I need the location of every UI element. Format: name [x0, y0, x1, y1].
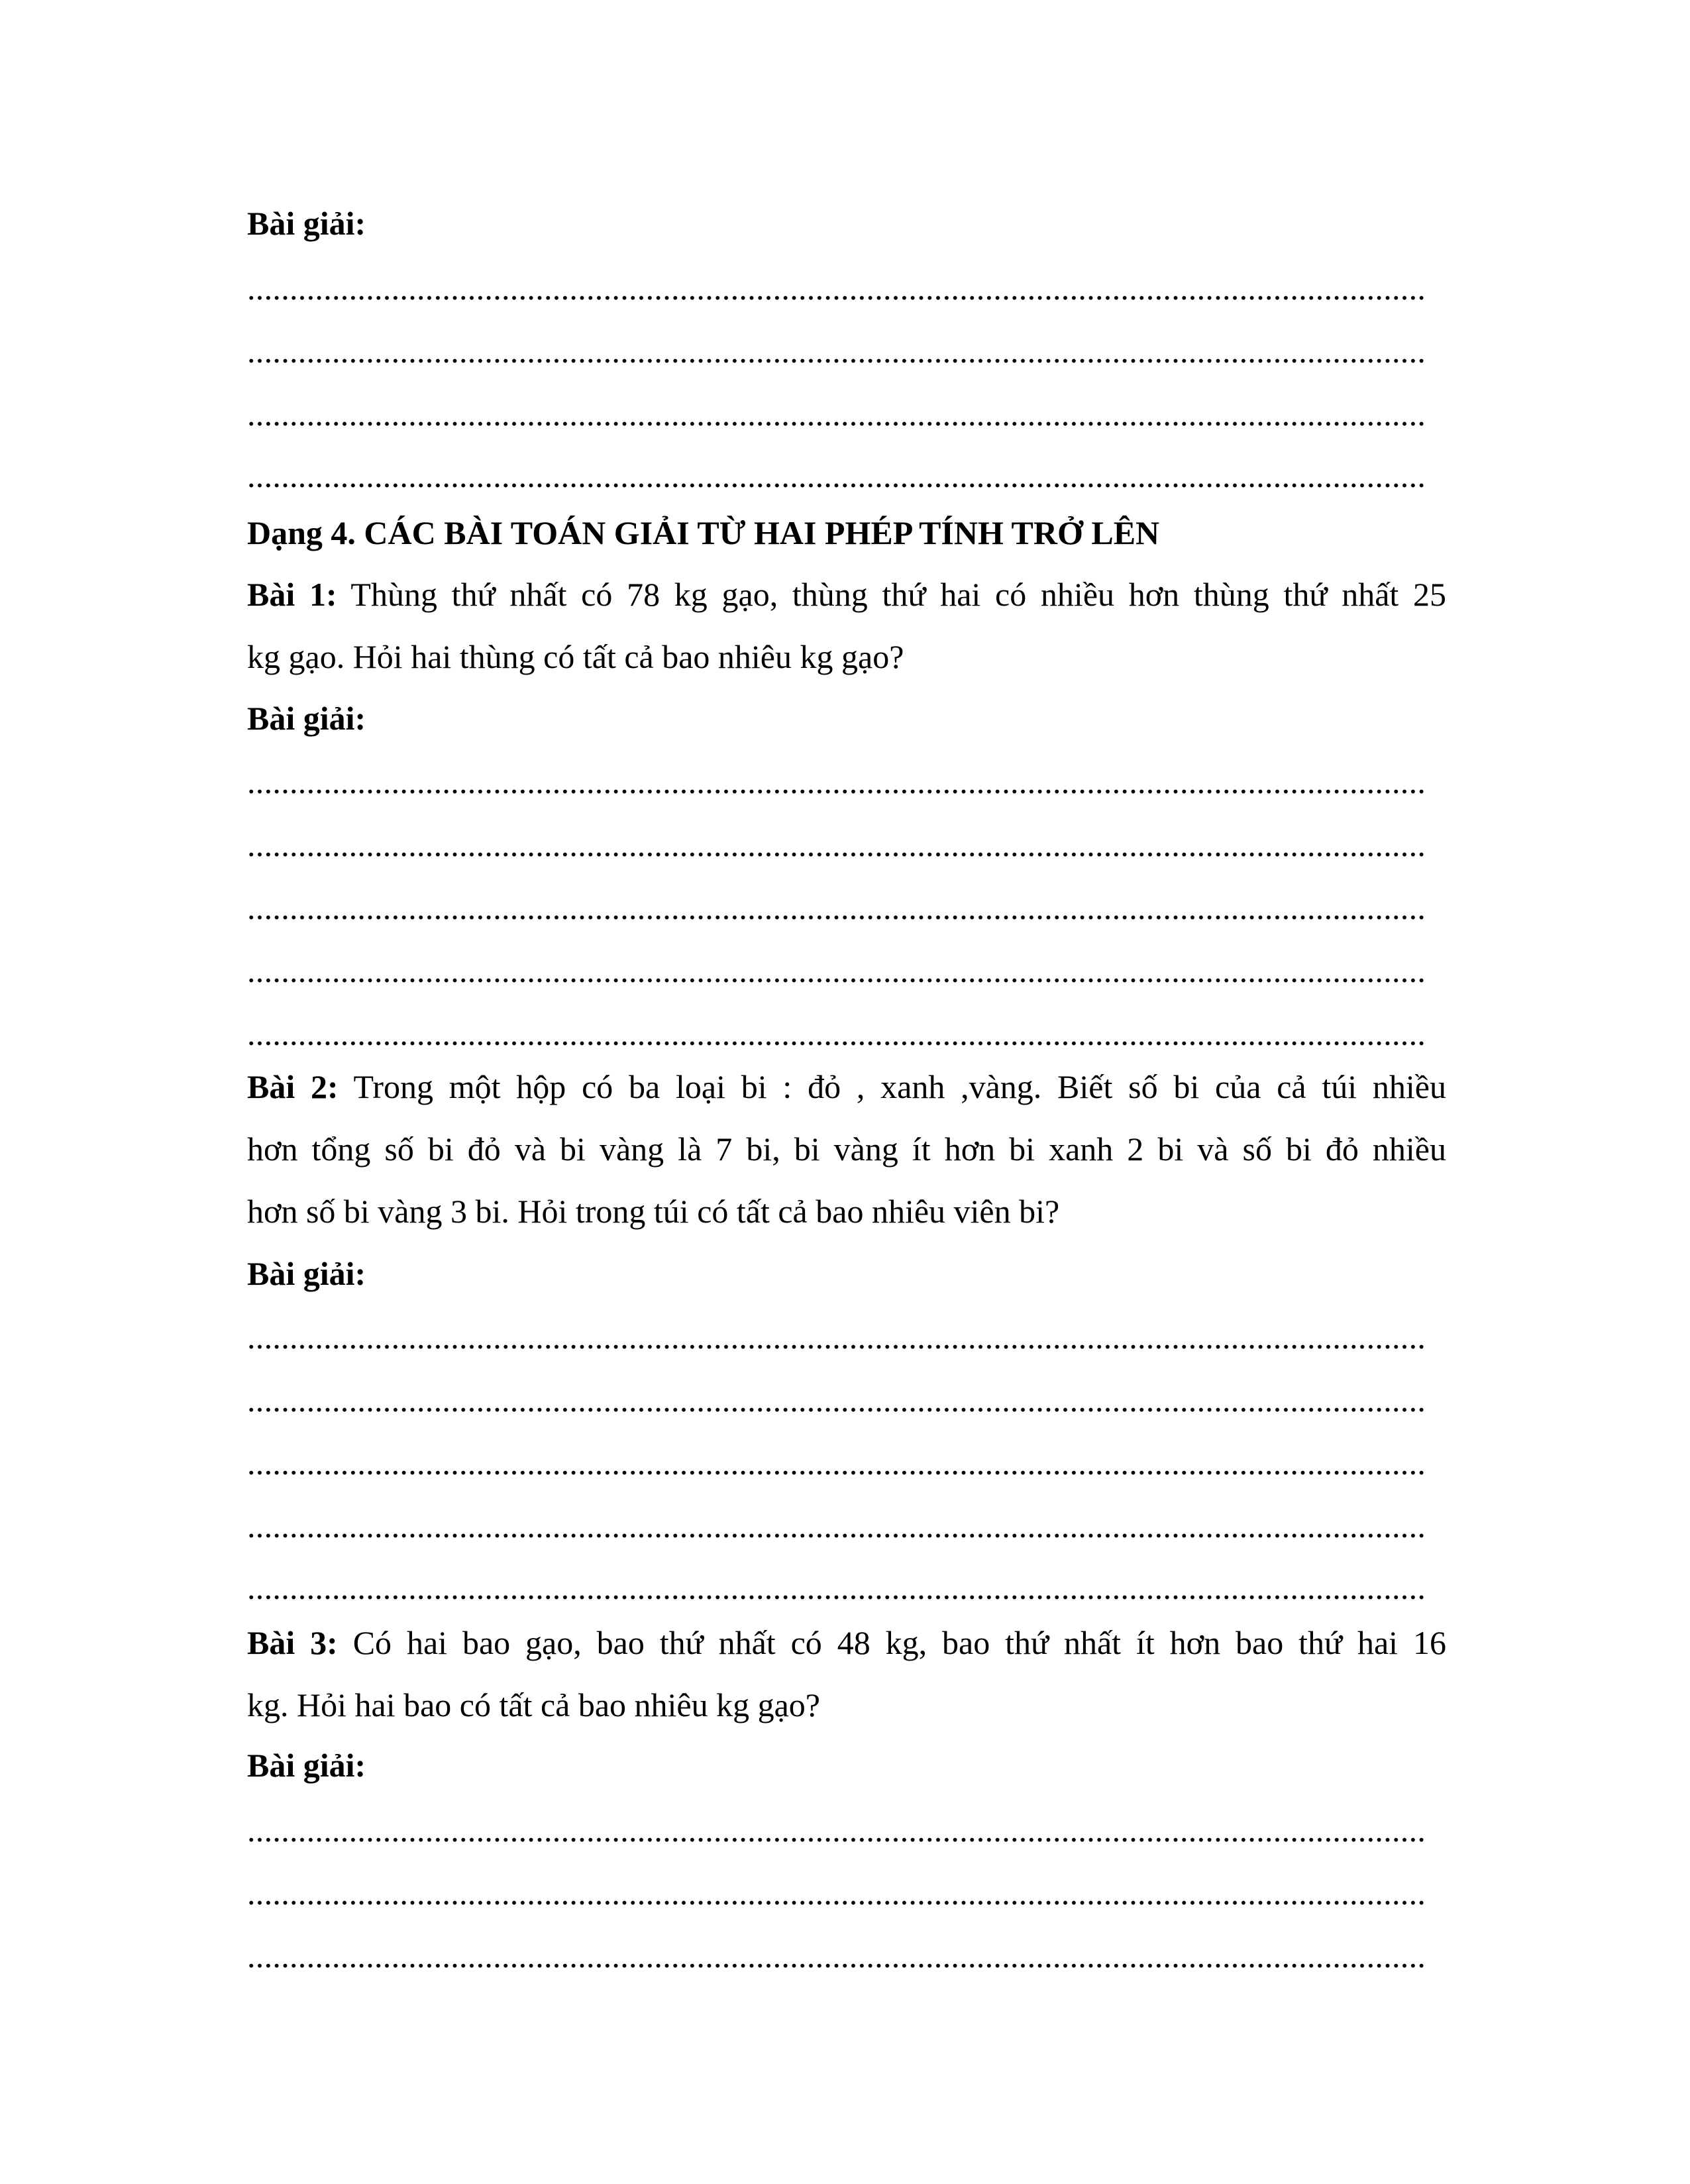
- problem-1-line-2: kg gạo. Hỏi hai thùng có tất cả bao nhiêu kg gạo?: [247, 638, 904, 675]
- problem-3-line-2: kg. Hỏi hai bao có tất cả bao nhiêu kg gạo?: [247, 1686, 820, 1723]
- answer-line[interactable]: ...........................................................................................................................................: [247, 457, 1426, 494]
- solution-label: Bài giải:: [247, 205, 366, 242]
- answer-line[interactable]: ...........................................................................................................................................: [247, 270, 1426, 307]
- solution-label: Bài giải:: [247, 1255, 366, 1292]
- problem-3-line-1: Bài 3: Có hai bao gạo, bao thứ nhất có 48 kg, bao thứ nhất ít hơn bao thứ hai 16: [247, 1624, 1446, 1661]
- answer-line[interactable]: ...........................................................................................................................................: [247, 1875, 1426, 1912]
- answer-line[interactable]: ...........................................................................................................................................: [247, 1015, 1426, 1052]
- problem-3: [247, 1611, 1446, 1736]
- problem-1-label: Bài 1:: [247, 576, 337, 613]
- answer-line[interactable]: ...........................................................................................................................................: [247, 396, 1426, 433]
- problem-2-line-3: hơn số bi vàng 3 bi. Hỏi trong túi có tất cả bao nhiêu viên bi?: [247, 1193, 1060, 1230]
- solution-label: Bài giải:: [247, 1747, 366, 1784]
- answer-line[interactable]: ...........................................................................................................................................: [247, 1319, 1426, 1356]
- answer-line[interactable]: ...........................................................................................................................................: [247, 889, 1426, 926]
- section-heading: Dạng 4. CÁC BÀI TOÁN GIẢI TỪ HAI PHÉP TÍNH TRỞ LÊN: [247, 514, 1160, 551]
- problem-2: [247, 1056, 1446, 1242]
- answer-line[interactable]: ...........................................................................................................................................: [247, 826, 1426, 863]
- answer-line[interactable]: ...........................................................................................................................................: [247, 333, 1426, 370]
- answer-line[interactable]: ...........................................................................................................................................: [247, 1812, 1426, 1849]
- answer-line[interactable]: ...........................................................................................................................................: [247, 952, 1426, 989]
- answer-line[interactable]: ...........................................................................................................................................: [247, 1382, 1426, 1419]
- answer-line[interactable]: ...........................................................................................................................................: [247, 1507, 1426, 1545]
- answer-line[interactable]: ...........................................................................................................................................: [247, 1445, 1426, 1482]
- problem-3-label: Bài 3:: [247, 1624, 338, 1661]
- problem-1-line-1: Bài 1: Thùng thứ nhất có 78 kg gạo, thùng thứ hai có nhiều hơn thùng thứ nhất 25: [247, 576, 1446, 613]
- solution-label: Bài giải:: [247, 700, 366, 737]
- problem-2-label: Bài 2:: [247, 1068, 339, 1105]
- problem-2-line-2: hơn tổng số bi đỏ và bi vàng là 7 bi, bi vàng ít hơn bi xanh 2 bi và số bi đỏ nhiều: [247, 1130, 1446, 1168]
- problem-1: [247, 563, 1446, 688]
- answer-line[interactable]: ...........................................................................................................................................: [247, 763, 1426, 800]
- problem-2-line-1: Bài 2: Trong một hộp có ba loại bi : đỏ , xanh ,vàng. Biết số bi của cả túi nhiều: [247, 1068, 1446, 1105]
- answer-line[interactable]: ...........................................................................................................................................: [247, 1569, 1426, 1606]
- answer-line[interactable]: ...........................................................................................................................................: [247, 1938, 1426, 1975]
